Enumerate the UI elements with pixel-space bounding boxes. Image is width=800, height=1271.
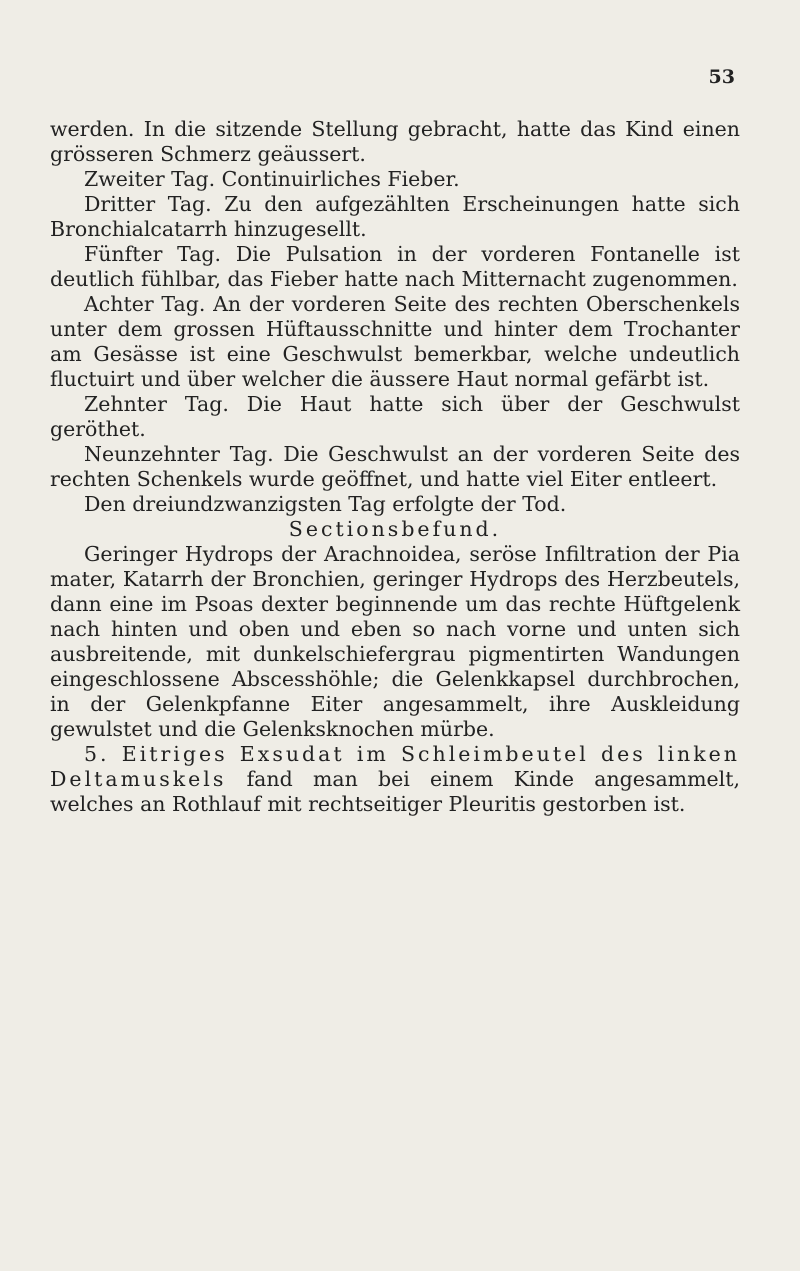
section-heading: Sectionsbefund. — [288, 517, 502, 541]
case-rest: fand man bei einem Kinde angesammelt, welches an Rothlauf mit rechtseitiger Pleuritis gestorben ist. — [50, 767, 740, 816]
paragraph: Neunzehnter Tag. Die Geschwulst an der vorderen Seite des rechten Schenkels wurde geöffnet, und hatte viel Eiter entleert. — [50, 442, 740, 491]
paragraph: Achter Tag. An der vorderen Seite des rechten Oberschenkels unter dem grossen Hüftausschnitte und hinter dem Trochanter am Gesässe ist eine Geschwulst bemerkbar, welche undeutlich fluctuirt und über welcher die äussere Haut normal gefärbt ist. — [50, 292, 740, 391]
paragraph: Zehnter Tag. Die Haut hatte sich über der Geschwulst geröthet. — [50, 392, 740, 441]
page-number: 53 — [708, 66, 735, 88]
paragraph: Fünfter Tag. Die Pulsation in der vorderen Fontanelle ist deutlich fühlbar, das Fieber hatte nach Mitternacht zugenommen. — [50, 242, 740, 291]
body-text — [50, 117, 740, 817]
paragraph: Geringer Hydrops der Arachnoidea, seröse Infiltration der Pia mater, Katarrh der Bronchien, geringer Hydrops des Herzbeutels, dann eine im Psoas dexter beginnende um das rechte Hüftgelenk nach hinten und oben und eben so nach vorne und unten sich ausbreitende, mit dunkelschiefergrau pigmentirten Wandungen eingeschlossene Abscesshöhle; die Gelenkkapsel durchbrochen, in der Gelenkpfanne Eiter angesammelt, ihre Auskleidung gewulstet und die Gelenksknochen mürbe. — [50, 542, 740, 741]
paragraph: Dritter Tag. Zu den aufgezählten Erscheinungen hatte sich Bronchialcatarrh hinzugesellt. — [50, 192, 740, 241]
case-paragraph — [50, 742, 740, 817]
paragraph: Zweiter Tag. Continuirliches Fieber. — [84, 167, 460, 191]
paragraph: Den dreiundzwanzigsten Tag erfolgte der Tod. — [84, 492, 567, 516]
case-lead: 5. Eitriges Exsudat im Schleimbeutel des linken Deltamuskels — [50, 742, 740, 791]
paragraph: werden. In die sitzende Stellung gebracht, hatte das Kind einen grösseren Schmerz geäussert. — [50, 117, 740, 166]
